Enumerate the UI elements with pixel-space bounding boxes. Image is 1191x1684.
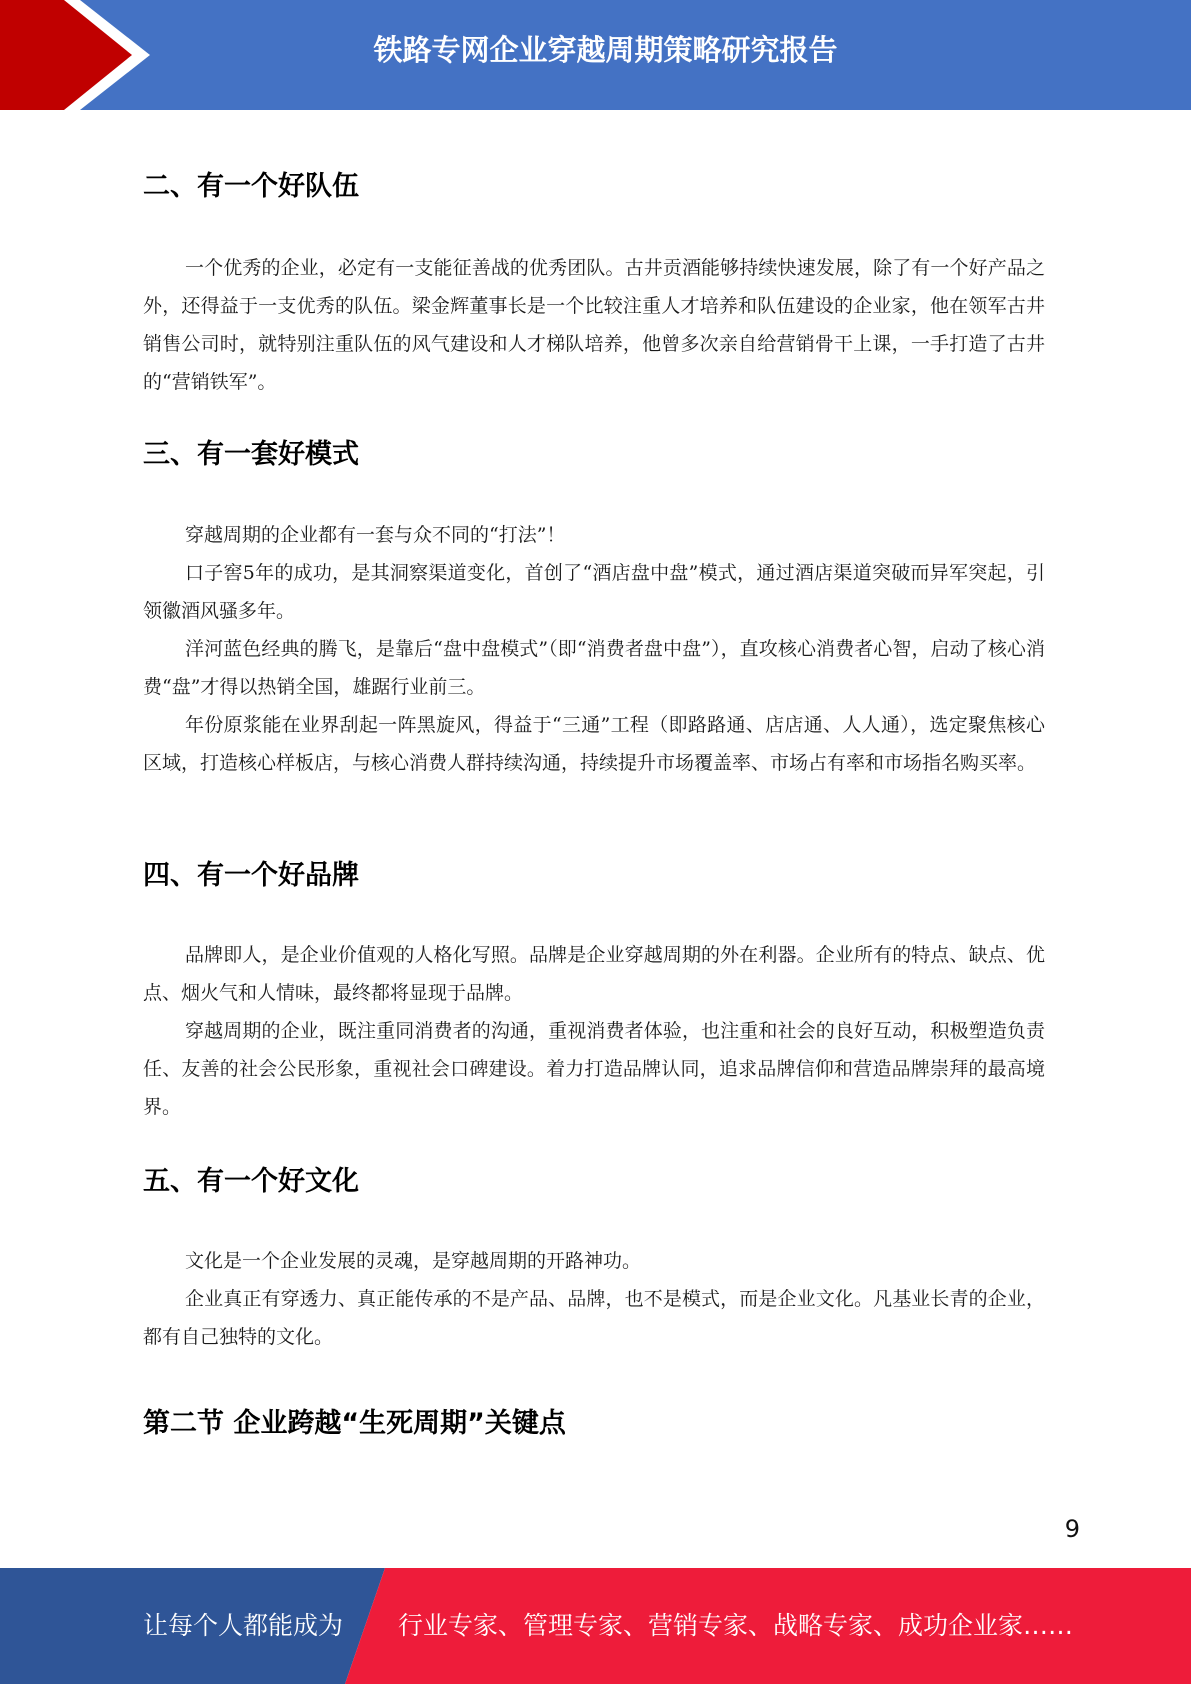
footer-slogan-right: 行业专家、管理专家、营销专家、战略专家、成功企业家……: [398, 1611, 1074, 1640]
paragraph: 口子窖5年的成功，是其洞察渠道变化，首创了“酒店盘中盘”模式，通过酒店渠道突破而异军突起，引领徽酒风骚多年。: [143, 562, 1045, 622]
report-title: 铁路专网企业穿越周期策略研究报告: [373, 33, 838, 67]
paragraph: 洋河蓝色经典的腾飞，是靠后“盘中盘模式”（即“消费者盘中盘”），直攻核心消费者心智，启动了核心消费“盘”才得以热销全国，雄踞行业前三。: [143, 638, 1045, 698]
paragraph: 穿越周期的企业都有一套与众不同的“打法”！: [185, 524, 566, 546]
paragraph: 文化是一个企业发展的灵魂，是穿越周期的开路神功。: [185, 1250, 642, 1272]
section-heading-culture: 五、有一个好文化: [143, 1166, 359, 1197]
paragraph: 企业真正有穿透力、真正能传承的不是产品、品牌，也不是模式，而是企业文化。凡基业长青的企业，都有自己独特的文化。: [143, 1288, 1045, 1348]
page-footer: [0, 1568, 1191, 1684]
section-heading-model: 三、有一套好模式: [143, 439, 359, 470]
footer-slogan-left: 让每个人都能成为: [143, 1611, 344, 1640]
paragraph: 穿越周期的企业，既注重同消费者的沟通，重视消费者体验，也注重和社会的良好互动，积极塑造负责任、友善的社会公民形象，重视社会口碑建设。着力打造品牌认同，追求品牌信仰和营造品牌崇拜的最高境界。: [143, 1020, 1045, 1118]
page-number: 9: [1064, 1515, 1080, 1543]
chapter-heading: 第二节 企业跨越“生死周期”关键点: [143, 1408, 566, 1439]
paragraph: 年份原浆能在业界刮起一阵黑旋风，得益于“三通”工程（即路路通、店店通、人人通），选定聚焦核心区域，打造核心样板店，与核心消费人群持续沟通，持续提升市场覆盖率、市场占有率和市场指名购买率。: [143, 714, 1045, 774]
paragraph: 一个优秀的企业，必定有一支能征善战的优秀团队。古井贡酒能够持续快速发展，除了有一个好产品之外，还得益于一支优秀的队伍。梁金辉董事长是一个比较注重人才培养和队伍建设的企业家，他在领军古井销售公司时，就特别注重队伍的风气建设和人才梯队培养，他曾多次亲自给营销骨干上课，一手打造了古井的“营销铁军”。: [143, 257, 1045, 393]
section-heading-brand: 四、有一个好品牌: [143, 860, 359, 891]
section-heading-team: 二、有一个好队伍: [143, 171, 359, 202]
page-header: [0, 0, 1191, 110]
paragraph: 品牌即人，是企业价值观的人格化写照。品牌是企业穿越周期的外在利器。企业所有的特点、缺点、优点、烟火气和人情味，最终都将显现于品牌。: [143, 944, 1045, 1004]
